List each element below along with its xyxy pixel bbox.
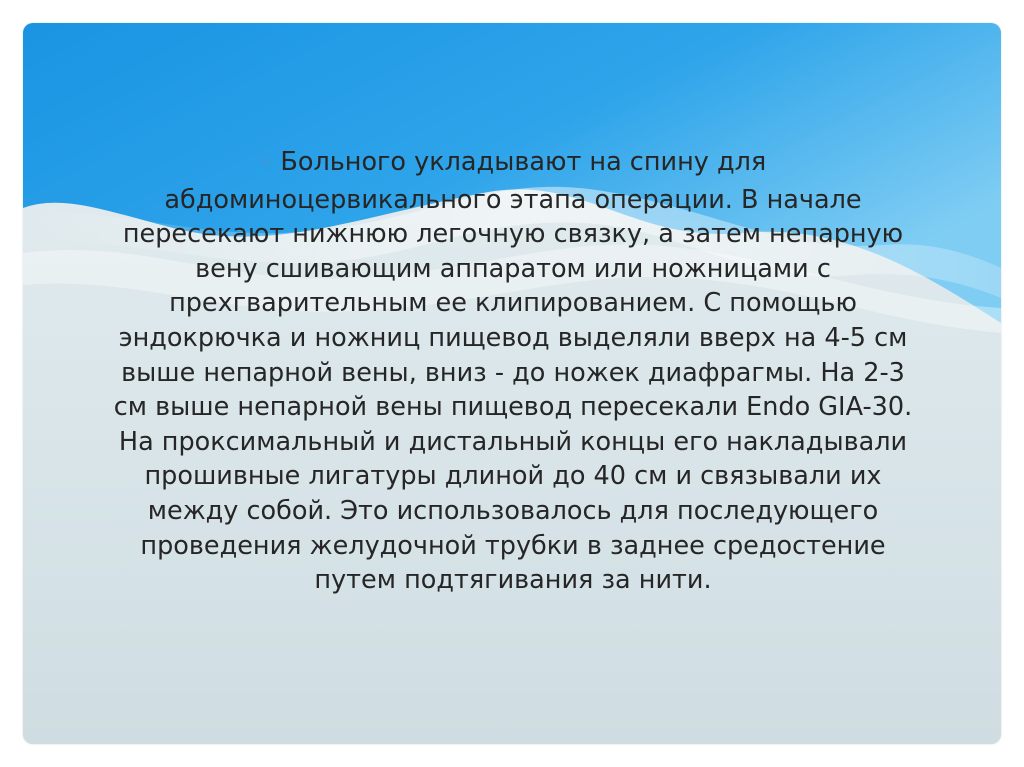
- asterisk-icon: ✳: [259, 153, 273, 171]
- slide-body-text: [113, 145, 913, 598]
- paragraph-text: Больного укладывают на спину для абдоминоцервикального этапа операции. В начале пересекают нижнюю легочную связку, а затем непарную вену сшивающим аппаратом или ножницами с прехгварительным ее клипированием. С помощью эндокрючка и ножниц пищевод выделяли вверх на 4-5 см выше непарной вены, вниз - до ножек диафрагмы. На 2-3 см выше непарной вены пищевод пересекали Endo GIA-30. На проксимальный и дистальный концы его накладывали прошивные лигатуры длиной до 40 см и связывали их между собой. Это использовалось для последующего проведения желудочной трубки в заднее средостение путем подтягивания за нити.: [113, 147, 913, 596]
- slide: [23, 23, 1001, 744]
